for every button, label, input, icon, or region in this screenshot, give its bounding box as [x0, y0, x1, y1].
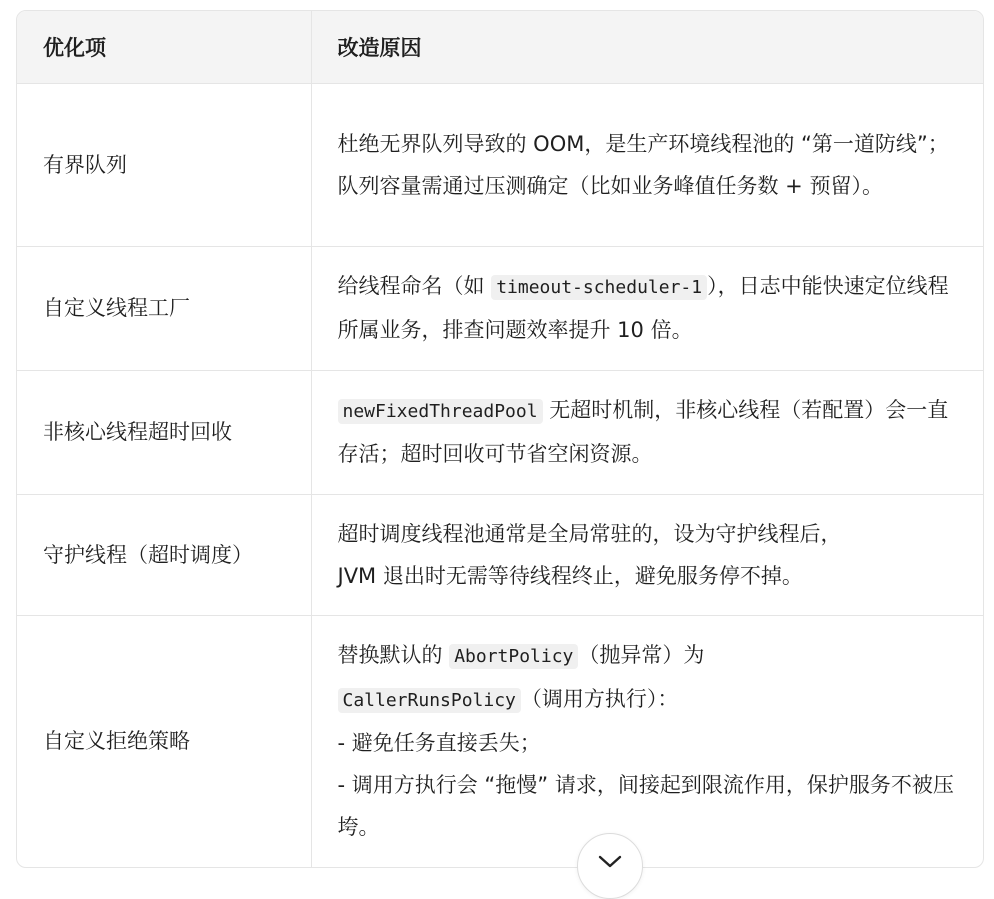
reason-bullet-2: - 调用方执行会 “拖慢” 请求，间接起到限流作用，保护服务不被压垮。 — [337, 773, 954, 840]
inline-code: newFixedThreadPool — [338, 399, 543, 424]
reason-text: 杜绝无界队列导致的 OOM，是生产环境线程池的 “第一道防线”；队列容量需通过压测确定（比如业务峰值任务数 + 预留）。 — [337, 131, 949, 198]
reason-cell — [311, 246, 983, 370]
reason-text-post: （调用方执行）： — [520, 687, 679, 712]
reason-text-pre: 给线程命名（如 — [337, 274, 492, 298]
reason-bullet-1: - 避免任务直接丢失； — [337, 731, 541, 756]
item-cell: 自定义线程工厂 — [17, 246, 311, 370]
table-row — [17, 83, 983, 246]
reason-cell — [311, 494, 983, 615]
table-row — [17, 494, 983, 615]
header-reason: 改造原因 — [311, 11, 983, 83]
scroll-down-button[interactable] — [577, 833, 643, 899]
header-row — [17, 11, 983, 83]
reason-cell — [311, 615, 983, 867]
reason-line-1 — [338, 634, 958, 678]
reason-text-post: ），日志中能快速定位线程所属业务，排查问题效率提升 10 倍。 — [337, 274, 949, 342]
table-row — [17, 615, 983, 867]
reason-text-mid: （抛异常）为 — [578, 643, 705, 668]
reason-text-pre: 替换默认的 — [337, 643, 450, 668]
inline-code: timeout-scheduler-1 — [491, 275, 707, 300]
reason-line-2: JVM 退出时无需等待线程终止，避免服务停不掉。 — [337, 563, 803, 588]
item-cell: 有界队列 — [17, 83, 311, 246]
item-cell: 自定义拒绝策略 — [17, 615, 311, 867]
reason-line-2 — [338, 678, 958, 722]
reason-cell — [311, 83, 983, 246]
reason-line-1: 超时调度线程池通常是全局常驻的，设为守护线程后， — [337, 521, 842, 546]
inline-code-caller-runs-policy: CallerRunsPolicy — [338, 688, 521, 713]
reason-text-post: 无超时机制，非核心线程（若配置）会一直存活；超时回收可节省空闲资源。 — [337, 398, 949, 466]
item-cell: 守护线程（超时调度） — [17, 494, 311, 615]
header-optimization-item: 优化项 — [17, 11, 311, 83]
chevron-down-icon — [597, 854, 623, 870]
table-header — [17, 11, 983, 83]
comparison-table-container — [16, 10, 984, 868]
reason-cell — [311, 370, 983, 494]
optimization-table — [17, 11, 983, 867]
table-row — [17, 246, 983, 370]
table-row — [17, 370, 983, 494]
item-cell: 非核心线程超时回收 — [17, 370, 311, 494]
inline-code-abort-policy: AbortPolicy — [449, 644, 578, 669]
